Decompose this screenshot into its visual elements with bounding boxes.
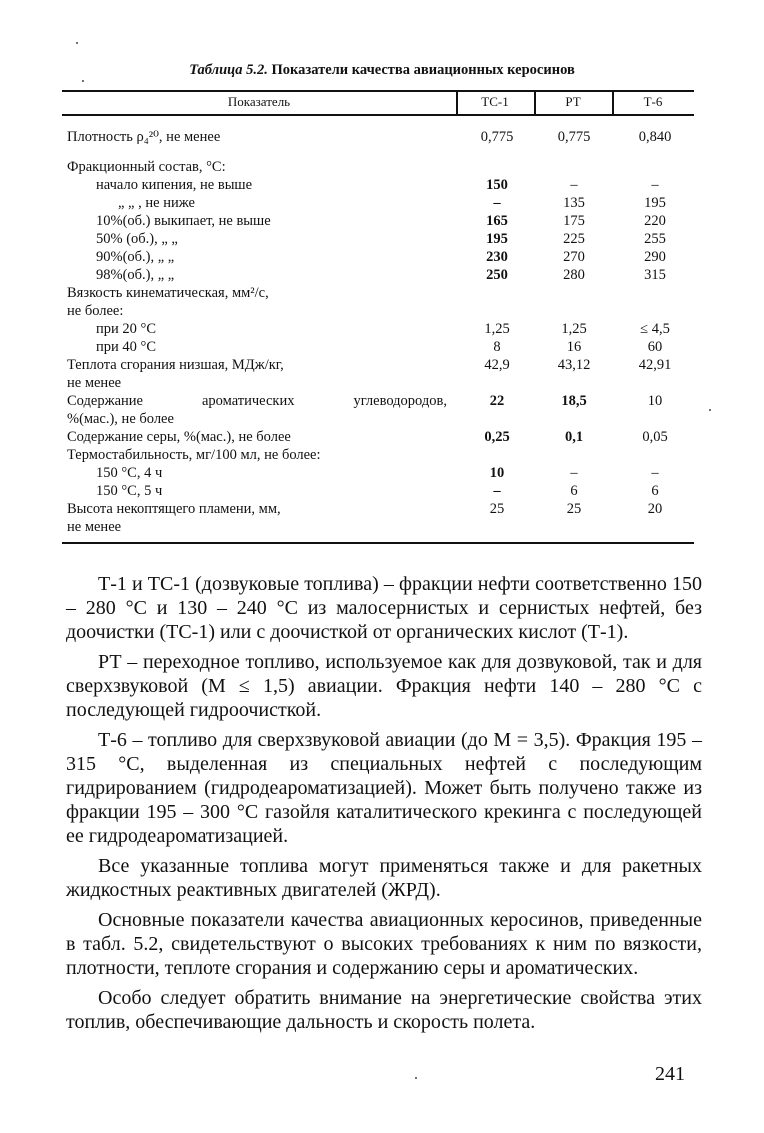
table-row — [0, 212, 764, 230]
table-row — [0, 248, 764, 266]
table-row — [0, 158, 764, 176]
row-parameter: Теплота сгорания низшая, МДж/кг, — [67, 357, 284, 373]
row-parameter: не менее — [67, 375, 122, 391]
value-ts1: 150 — [486, 177, 508, 193]
table-row — [0, 302, 764, 320]
value-t6: 315 — [644, 267, 666, 283]
paragraph: РТ – переходное топливо, используемое как для дозвуковой, так и для сверхзвуковой (M ≤ 1,5) авиации. Фракция нефти 140 – 280 °С с последующей гидроочисткой. — [66, 651, 702, 721]
value-t6: – — [651, 177, 659, 193]
body-text — [66, 572, 702, 1040]
row-parameter: Высота некоптящего пламени, мм, — [67, 501, 281, 517]
table-header-rule — [62, 114, 694, 116]
value-ts1: 230 — [486, 249, 508, 265]
header-rt: РТ — [565, 94, 581, 109]
value-ts1: 250 — [486, 267, 508, 283]
table-row — [0, 464, 764, 482]
paragraph: Т-1 и ТС-1 (дозвуковые топлива) – фракции нефти соответственно 150 – 280 °С и 130 – 240 °С из малосернистых и сернистых нефтей, без доочистки (ТС-1) или с доочисткой от органических кислот (Т-1). — [66, 573, 702, 643]
value-t6: ≤ 4,5 — [640, 321, 670, 337]
row-parameter: при 20 °С — [96, 321, 156, 337]
header-parameter: Показатель — [227, 94, 291, 109]
paragraph: Основные показатели качества авиационных керосинов, приведенные в табл. 5.2, свидетельствуют о высоких требованиях к ним по вязкости, плотности, теплоте сгорания и содержанию серы и ароматических. — [66, 909, 702, 979]
table-row — [0, 374, 764, 392]
table-row — [0, 518, 764, 536]
table-top-rule — [62, 90, 694, 92]
scan-speck — [415, 1077, 417, 1079]
value-t6: 42,91 — [638, 357, 672, 373]
value-rt: 18,5 — [561, 393, 587, 409]
value-t6: 20 — [647, 501, 663, 517]
value-ts1: 1,25 — [484, 321, 510, 337]
row-parameter: 50% (об.), „ „ — [96, 231, 178, 247]
value-rt: 280 — [563, 267, 585, 283]
value-rt: – — [570, 465, 578, 481]
value-rt: 6 — [570, 483, 578, 499]
value-ts1: – — [493, 195, 501, 211]
table-row — [0, 392, 764, 410]
table-row — [0, 500, 764, 518]
value-rt: 16 — [566, 339, 582, 355]
table-row — [0, 428, 764, 446]
row-parameter — [67, 392, 447, 410]
value-t6: 60 — [647, 339, 663, 355]
value-ts1: 0,775 — [480, 129, 514, 145]
row-parameter: не менее — [67, 519, 122, 535]
table-caption-title: Показатели качества авиационных керосинов — [271, 62, 575, 78]
scan-speck — [76, 42, 78, 44]
paragraph: Особо следует обратить внимание на энергетические свойства этих топлив, обеспечивающие дальность и скорость полета. — [66, 987, 702, 1033]
table-row — [0, 338, 764, 356]
value-rt: – — [570, 177, 578, 193]
value-t6: 0,05 — [642, 429, 668, 445]
table-caption — [0, 62, 764, 79]
row-parameter: при 40 °С — [96, 339, 156, 355]
table-row — [0, 446, 764, 464]
table-row — [0, 230, 764, 248]
row-parameter: начало кипения, не выше — [96, 177, 253, 193]
row-parameter: 150 °С, 4 ч — [96, 465, 163, 481]
paragraph: Т-6 – топливо для сверхзвуковой авиации (до M = 3,5). Фракция 195 – 315 °С, выделенная из специальных нефтей с последующим гидрированием (гидродеароматизацией). Может быть получено также из фракции 195 – 300 °С газойля каталитического крекинга с последующей ее гидродеароматизацией. — [66, 729, 702, 847]
page-number: 241 — [655, 1063, 685, 1085]
value-ts1: 42,9 — [484, 357, 510, 373]
value-t6: 0,840 — [638, 129, 672, 145]
row-parameter: 10%(об.) выкипает, не выше — [96, 213, 271, 229]
row-parameter: Плотность ρ₄²⁰, не менее — [67, 129, 221, 145]
header-ts1: ТС-1 — [481, 94, 509, 109]
value-t6: 255 — [644, 231, 666, 247]
table-row — [0, 410, 764, 428]
row-parameter: Фракционный состав, °С: — [67, 159, 226, 175]
value-rt: 270 — [563, 249, 585, 265]
value-rt: 225 — [563, 231, 585, 247]
value-ts1: 25 — [489, 501, 505, 517]
row-parameter: 150 °С, 5 ч — [96, 483, 163, 499]
table-row — [0, 266, 764, 284]
row-parameter: 98%(об.), „ „ — [96, 267, 175, 283]
row-parameter: Содержание серы, %(мас.), не более — [67, 429, 291, 445]
row-parameter: Термостабильность, мг/100 мл, не более: — [67, 447, 321, 463]
row-parameter: Вязкость кинематическая, мм²/с, — [67, 285, 269, 301]
value-rt: 135 — [563, 195, 585, 211]
row-parameter: %(мас.), не более — [67, 411, 174, 427]
table-row — [0, 482, 764, 500]
value-rt: 0,1 — [564, 429, 584, 445]
table-row — [0, 356, 764, 374]
table-row — [0, 128, 764, 146]
table-bottom-rule — [62, 542, 694, 544]
row-parameter-word: углеводородов, — [353, 393, 447, 409]
row-parameter-word: ароматических — [201, 393, 295, 409]
value-ts1: 22 — [489, 393, 505, 409]
paragraph: Все указанные топлива могут применяться также и для ракетных жидкостных реактивных двигателей (ЖРД). — [66, 855, 702, 901]
table-row — [0, 194, 764, 212]
row-parameter-word: Содержание — [67, 393, 143, 409]
table-row — [0, 284, 764, 302]
value-t6: 6 — [651, 483, 659, 499]
value-ts1: – — [493, 483, 501, 499]
value-ts1: 195 — [486, 231, 508, 247]
value-rt: 175 — [563, 213, 585, 229]
value-ts1: 165 — [486, 213, 508, 229]
value-t6: 220 — [644, 213, 666, 229]
scan-speck — [709, 409, 711, 411]
row-parameter: „ „ , не ниже — [118, 195, 195, 211]
value-ts1: 8 — [493, 339, 501, 355]
value-t6: 195 — [644, 195, 666, 211]
table-caption-label: Таблица 5.2. — [189, 62, 268, 78]
table-row — [0, 320, 764, 338]
value-ts1: 10 — [489, 465, 505, 481]
value-t6: 10 — [647, 393, 663, 409]
header-t6: Т-6 — [643, 94, 663, 109]
value-t6: 290 — [644, 249, 666, 265]
row-parameter: 90%(об.), „ „ — [96, 249, 175, 265]
value-rt: 25 — [566, 501, 582, 517]
value-rt: 0,775 — [557, 129, 591, 145]
value-rt: 1,25 — [561, 321, 587, 337]
value-t6: – — [651, 465, 659, 481]
value-rt: 43,12 — [557, 357, 591, 373]
table-row — [0, 176, 764, 194]
row-parameter: не более: — [67, 303, 124, 319]
value-ts1: 0,25 — [484, 429, 510, 445]
scan-speck — [82, 80, 84, 82]
